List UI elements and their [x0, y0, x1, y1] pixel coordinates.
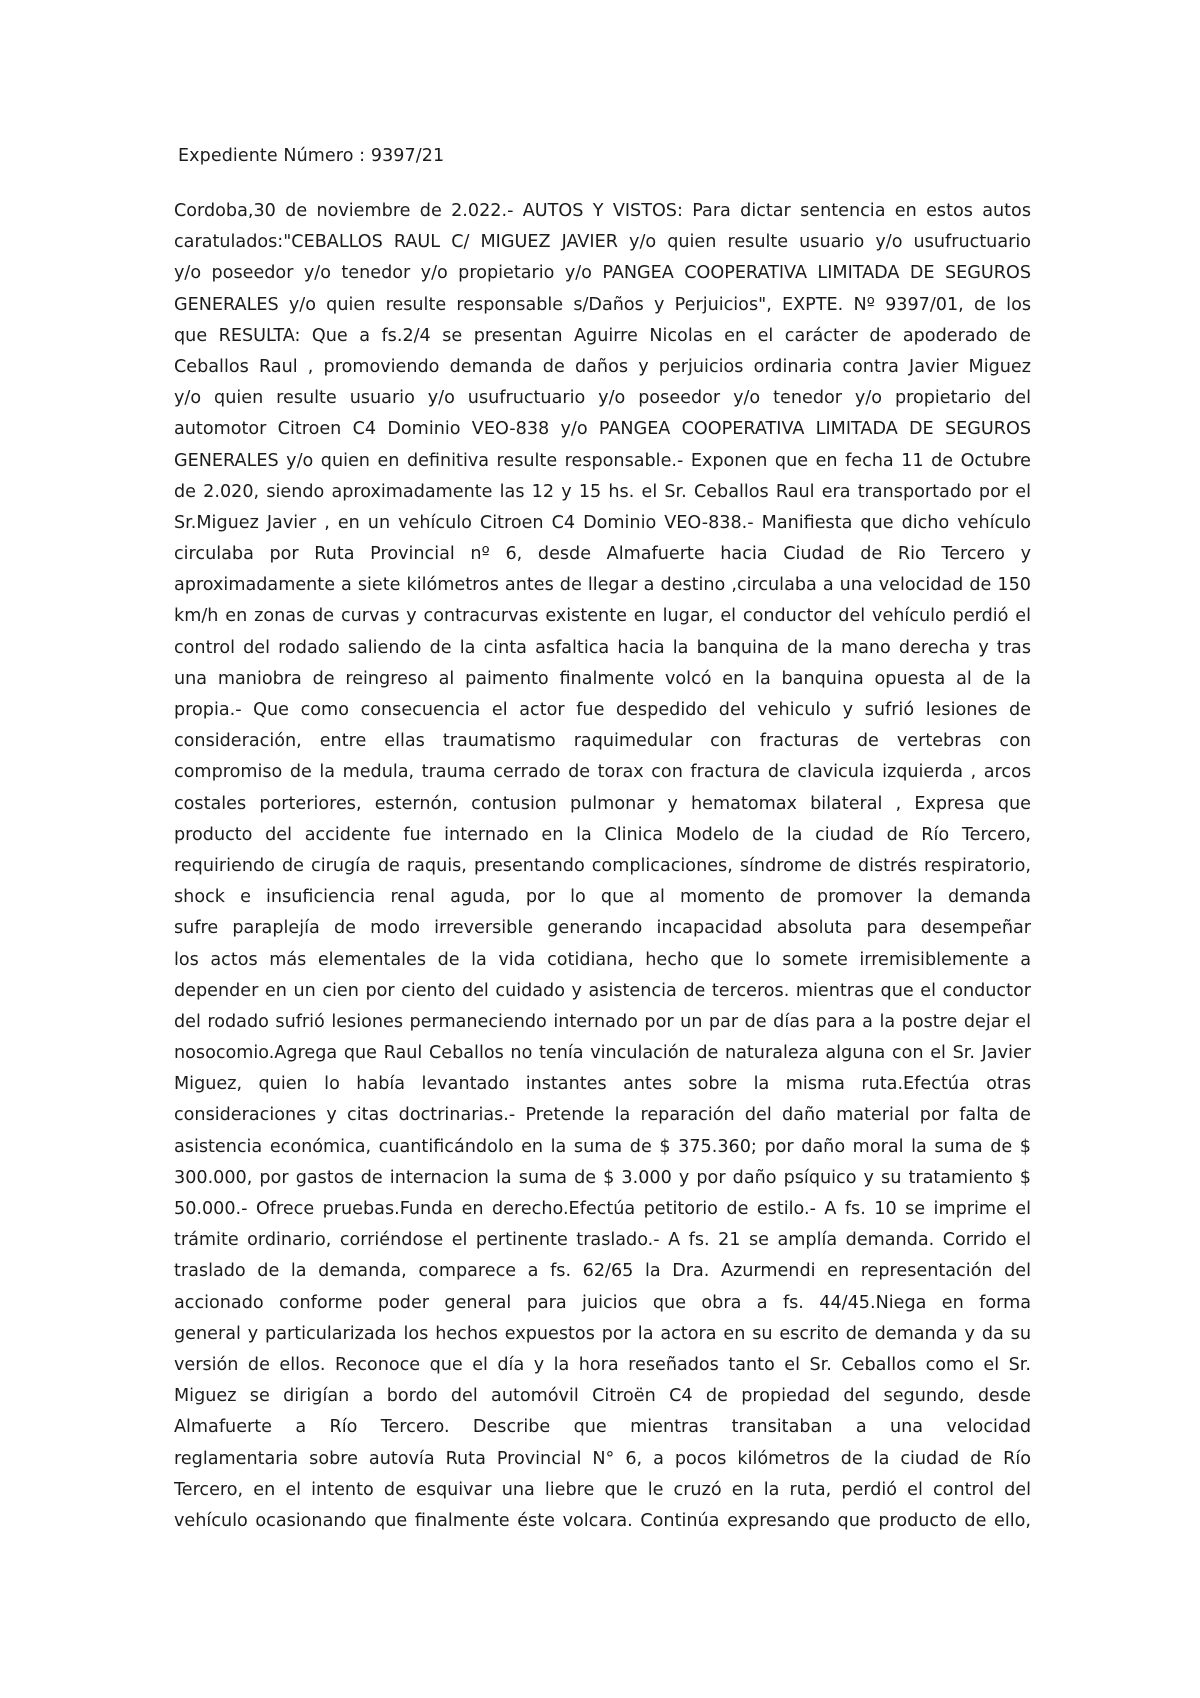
text-line: compromiso de la medula, trauma cerrado de torax con fractura de clavicula izquierda , arcos: [174, 762, 1031, 783]
text-line: shock e insuficiencia renal aguda, por lo que al momento de promover la demanda: [174, 887, 1031, 908]
case-file-number: Expediente Número : 9397/21: [178, 146, 445, 166]
judgment-body-text: [174, 196, 1031, 1537]
text-line: versión de ellos. Reconoce que el día y la hora reseñados tanto el Sr. Ceballos como el Sr.: [174, 1354, 1031, 1375]
text-line: general y particularizada los hechos expuestos por la actora en su escrito de demanda y da su: [174, 1323, 1031, 1344]
text-line: sufre paraplejía de modo irreversible generando incapacidad absoluta para desempeñar: [174, 918, 1031, 939]
text-line: caratulados:"CEBALLOS RAUL C/ MIGUEZ JAVIER y/o quien resulte usuario y/o usufructuario: [174, 232, 1031, 253]
text-line: km/h en zonas de curvas y contracurvas existente en lugar, el conductor del vehículo perdió el: [174, 606, 1031, 627]
text-line: Almafuerte a Río Tercero. Describe que mientras transitaban a una velocidad: [174, 1417, 1031, 1438]
text-line: 50.000.- Ofrece pruebas.Funda en derecho.Efectúa petitorio de estilo.- A fs. 10 se imprime el: [174, 1199, 1031, 1219]
text-line: Tercero, en el intento de esquivar una liebre que le cruzó en la ruta, perdió el control del: [174, 1479, 1031, 1500]
text-line: accionado conforme poder general para juicios que obra a fs. 44/45.Niega en forma: [174, 1292, 1031, 1313]
text-line: consideración, entre ellas traumatismo raquimedular con fracturas de vertebras con: [174, 731, 1031, 752]
text-line: circulaba por Ruta Provincial nº 6, desde Almafuerte hacia Ciudad de Rio Tercero y: [174, 544, 1031, 565]
text-line: costales porteriores, esternón, contusion pulmonar y hematomax bilateral , Expresa que: [174, 793, 1031, 814]
text-line: Ceballos Raul , promoviendo demanda de daños y perjuicios ordinaria contra Javier Miguez: [174, 356, 1031, 377]
text-line: 300.000, por gastos de internacion la suma de $ 3.000 y por daño psíquico y su tratamiento $: [174, 1167, 1031, 1188]
text-line: nosocomio.Agrega que Raul Ceballos no tenía vinculación de naturaleza alguna con el Sr. Javier: [174, 1043, 1031, 1064]
text-line: Cordoba,30 de noviembre de 2.022.- AUTOS Y VISTOS: Para dictar sentencia en estos autos: [174, 201, 1031, 221]
text-line: que RESULTA: Que a fs.2/4 se presentan Aguirre Nicolas en el carácter de apoderado de: [174, 325, 1031, 346]
text-line: Miguez se dirigían a bordo del automóvil Citroën C4 de propiedad del segundo, desde: [174, 1386, 1031, 1407]
text-line: y/o quien resulte usuario y/o usufructuario y/o poseedor y/o tenedor y/o propietario del: [174, 388, 1031, 409]
text-line: control del rodado saliendo de la cinta asfaltica hacia la banquina de la mano derecha y tras: [174, 637, 1031, 658]
text-line: depender en un cien por ciento del cuidado y asistencia de terceros. mientras que el conductor: [174, 980, 1031, 1001]
text-line: aproximadamente a siete kilómetros antes de llegar a destino ,circulaba a una velocidad de 150: [174, 575, 1031, 596]
text-line: requiriendo de cirugía de raquis, presentando complicaciones, síndrome de distrés respiratorio,: [174, 855, 1031, 876]
text-line: reglamentaria sobre autovía Ruta Provincial N° 6, a pocos kilómetros de la ciudad de Río: [174, 1448, 1031, 1469]
text-line: del rodado sufrió lesiones permaneciendo internado por un par de días para a la postre dejar el: [174, 1011, 1031, 1032]
text-line: los actos más elementales de la vida cotidiana, hecho que lo somete irremisiblemente a: [174, 949, 1031, 970]
text-line: vehículo ocasionando que finalmente éste volcara. Continúa expresando que producto de ello,: [174, 1510, 1031, 1531]
text-line: producto del accidente fue internado en la Clinica Modelo de la ciudad de Río Tercero,: [174, 824, 1031, 845]
text-line: GENERALES y/o quien en definitiva resulte responsable.- Exponen que en fecha 11 de Octubre: [174, 450, 1031, 471]
text-line: trámite ordinario, corriéndose el pertinente traslado.- A fs. 21 se amplía demanda. Corrido el: [174, 1230, 1031, 1251]
text-line: de 2.020, siendo aproximadamente las 12 y 15 hs. el Sr. Ceballos Raul era transportado por el: [174, 481, 1031, 502]
text-line: GENERALES y/o quien resulte responsable s/Daños y Perjuicios", EXPTE. Nº 9397/01, de los: [174, 294, 1031, 315]
text-line: Sr.Miguez Javier , en un vehículo Citroen C4 Dominio VEO-838.- Manifiesta que dicho vehículo: [174, 512, 1031, 533]
text-line: propia.- Que como consecuencia el actor fue despedido del vehiculo y sufrió lesiones de: [174, 700, 1031, 720]
text-line: traslado de la demanda, comparece a fs. 62/65 la Dra. Azurmendi en representación del: [174, 1261, 1031, 1282]
text-line: Miguez, quien lo había levantado instantes antes sobre la misma ruta.Efectúa otras: [174, 1074, 1031, 1095]
text-line: y/o poseedor y/o tenedor y/o propietario y/o PANGEA COOPERATIVA LIMITADA DE SEGUROS: [174, 263, 1031, 284]
text-line: consideraciones y citas doctrinarias.- Pretende la reparación del daño material por falta de: [174, 1105, 1031, 1126]
text-line: una maniobra de reingreso al paimento finalmente volcó en la banquina opuesta al de la: [174, 668, 1031, 689]
text-line: automotor Citroen C4 Dominio VEO-838 y/o PANGEA COOPERATIVA LIMITADA DE SEGUROS: [174, 419, 1031, 440]
text-line: asistencia económica, cuantificándolo en la suma de $ 375.360; por daño moral la suma de $: [174, 1136, 1031, 1157]
